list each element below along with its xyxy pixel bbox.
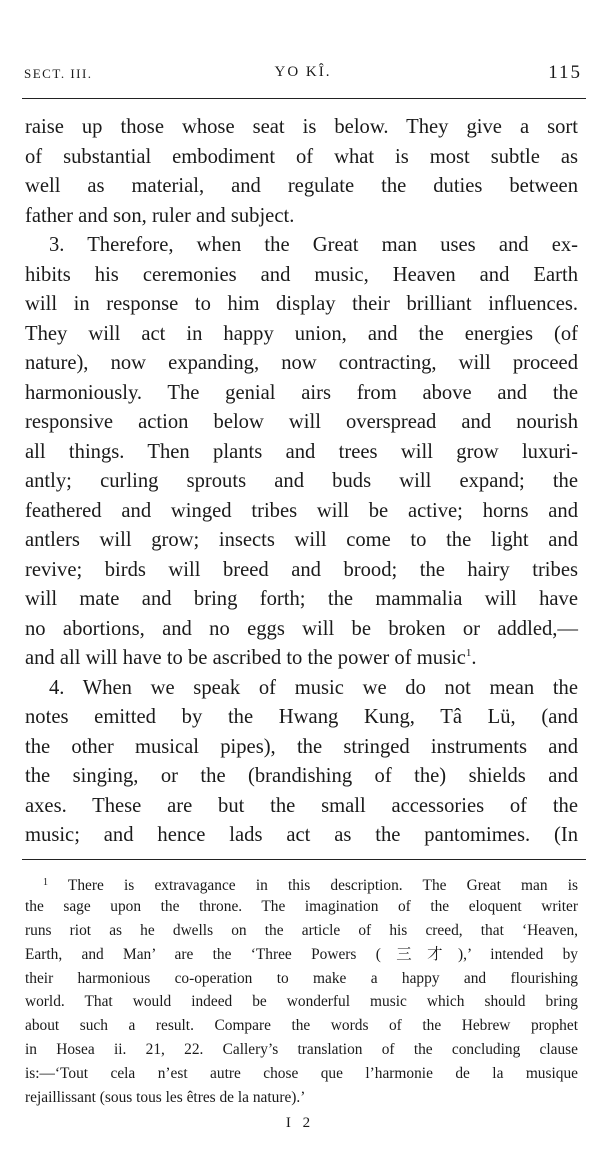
footnote-line: Earth, and Man’ are the ‘Three Powers (三才),’ intended by [25,945,578,963]
footnote-line-text: There is extravagance in this description. The Great man is [67,877,578,894]
text-line: well as material, and regulate the duties between [25,175,578,197]
footnote-line: rejaillissant (sous tous les êtres de la nature).’ [25,1089,306,1107]
text-line: the other musical pipes), the stringed instruments and [25,735,578,758]
running-header [24,62,582,88]
footnote-line: the sage upon the throne. The imagination of the eloquent writer [25,897,578,915]
line-end-punctuation: . [471,647,477,669]
text-line: father and son, ruler and subject. [25,204,295,227]
text-line-with-footnote-ref [25,644,578,674]
text-line: no abortions, and no eggs will be broken or addled,— [25,617,578,640]
footnote-line: runs riot as he dwells on the article of his creed, that ‘Heaven, [25,921,578,939]
footnote-line: world. That would indeed be wonderful music which should bring [25,993,578,1011]
text-line: harmoniously. The genial airs from above and the [25,381,578,404]
footnote [25,871,578,1110]
text-line: antlers will grow; insects will come to the light and [25,529,578,551]
footnote-line: is:—‘Tout cela n’est autre chose que l’harmonie de la musique [25,1065,578,1083]
text-line: will in response to him display their brilliant influences. [25,293,578,315]
text-line: 4. When we speak of music we do not mean the [49,676,578,699]
text-line: raise up those whose seat is below. They give a sort [25,116,578,138]
text-line: music; and hence lads act as the pantomimes. (In [25,824,578,846]
text-line: They will act in happy union, and the energies (of [25,322,578,345]
page-number: 115 [548,62,582,83]
text-line-content: and all will have to be ascribed to the power of music [25,647,466,669]
section-label: SECT. III. [24,66,93,81]
footnote-ref: 1 [465,647,472,660]
footnote-line: in Hosea ii. 21, 22. Callery’s translation of the concluding clause [25,1041,578,1059]
text-line: revive; birds will breed and brood; the hairy tribes [25,558,578,581]
text-line: antly; curling sprouts and buds will expand; the [25,470,578,492]
text-line: will mate and bring forth; the mammalia will have [25,588,578,610]
text-line: notes emitted by the Hwang Kung, Tâ Lü, (and [25,706,578,728]
footnote-line-first [25,871,578,895]
footnote-rule [22,859,586,860]
text-line: feathered and winged tribes will be active; horns and [25,499,578,522]
text-line: the singing, or the (brandishing of the) shields and [25,765,578,787]
signature-mark: I 2 [285,1115,315,1131]
text-line: hibits his ceremonies and music, Heaven and Earth [25,263,578,286]
header-rule [22,98,586,99]
text-line: axes. These are but the small accessories of the [25,794,578,817]
text-line: all things. Then plants and trees will grow luxuri- [25,440,578,463]
text-line: responsive action below will overspread and nourish [25,411,578,433]
main-text [25,113,578,851]
text-line: of substantial embodiment of what is most subtle as [25,145,578,168]
footnote-mark: 1 [43,877,48,888]
footnote-line: their harmonious co-operation to make a happy and flourishing [25,969,578,987]
running-title: YO KÎ. [274,64,332,80]
text-line: nature), now expanding, now contracting, will proceed [25,352,578,374]
footnote-line: about such a result. Compare the words of the Hebrew prophet [25,1017,578,1035]
text-line: 3. Therefore, when the Great man uses and ex- [49,234,578,256]
